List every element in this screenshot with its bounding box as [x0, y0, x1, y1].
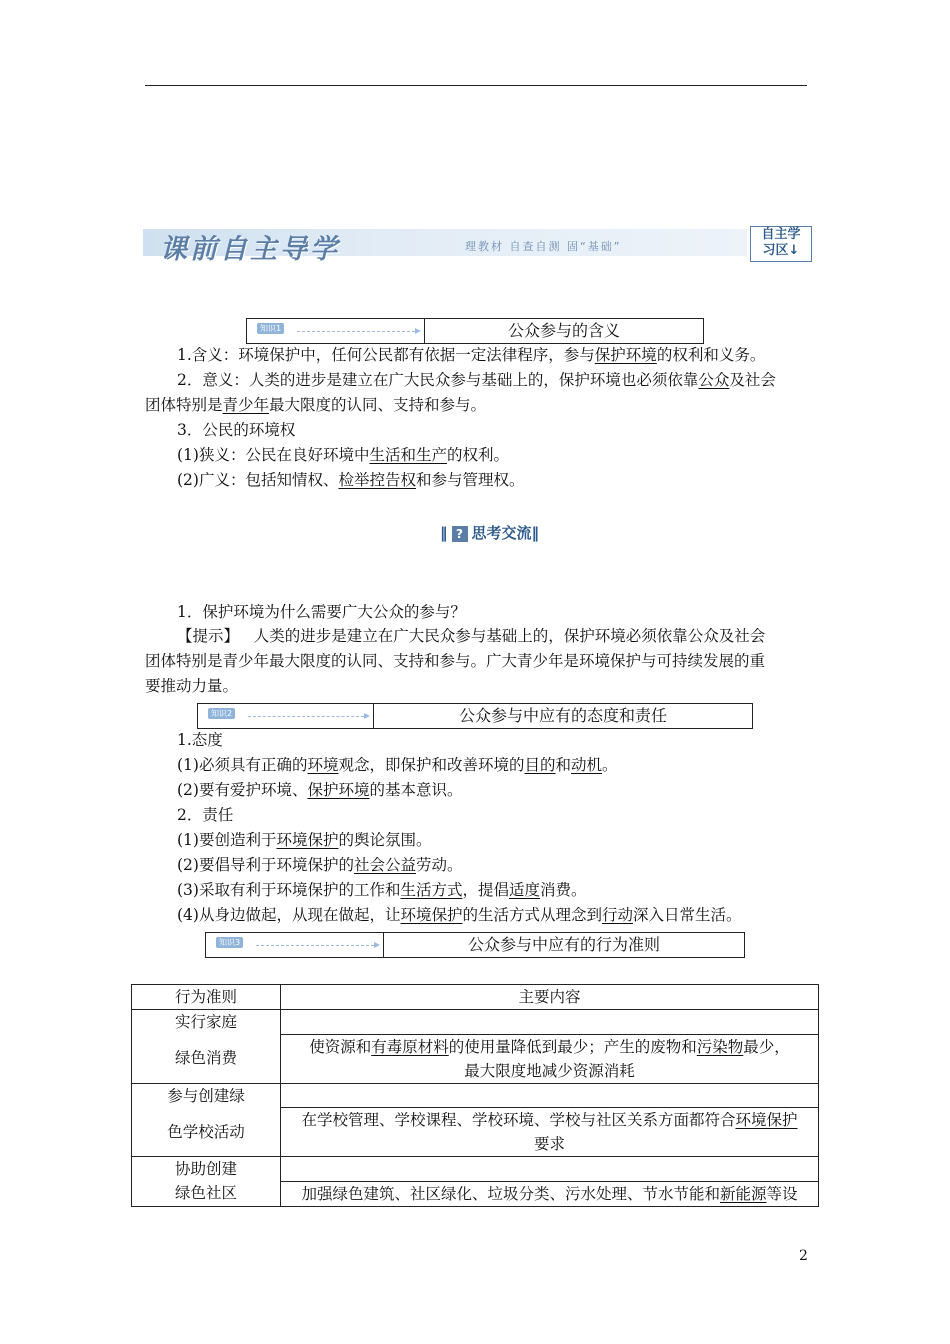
qa-question: 1．保护环境为什么需要广大公众的参与？: [177, 603, 466, 621]
s2-line4: 2．责任: [177, 806, 234, 824]
s2-line7: (3)采取有利于环境保护的工作和生活方式，提倡适度消费。: [177, 881, 587, 899]
section-header-2: [197, 703, 753, 727]
section-header-1: [246, 318, 704, 342]
table-cell: 参与创建绿: [132, 1083, 281, 1108]
qa-answer-line1: 【提示】 人类的进步是建立在广大民众参与基础上的，保护环境必须依靠公众及社会: [177, 627, 766, 645]
table-cell: 使资源和有毒原材料的使用量降低到最少；产生的废物和污染物最少， 最大限度地减少资源消耗: [281, 1034, 819, 1083]
table-header: 主要内容: [281, 985, 819, 1010]
s2-line5: (1)要创造利于环境保护的舆论氛围。: [177, 831, 432, 849]
table-row: [132, 1181, 819, 1206]
table-header-row: [132, 985, 819, 1010]
table-cell: 绿色社区: [132, 1181, 281, 1206]
table-row: [132, 1157, 819, 1182]
section-title: 公众参与中应有的态度和责任: [373, 703, 753, 729]
s2-line8: (4)从身边做起，从现在做起，让环境保护的生活方式从理念到行动深入日常生活。: [177, 906, 742, 924]
table-cell: [281, 1010, 819, 1035]
s1-line2: 2．意义：人类的进步是建立在广大民众参与基础上的，保护环境也必须依靠公众及社会: [177, 371, 776, 389]
table-row: [132, 1083, 819, 1108]
table-header: 行为准则: [132, 985, 281, 1010]
table-row: [132, 1034, 819, 1083]
arrow-icon: [297, 331, 415, 332]
s2-line3: (2)要有爱护环境、保护环境的基本意识。: [177, 781, 463, 799]
table-cell: 协助创建: [132, 1157, 281, 1182]
arrow-icon: [248, 716, 364, 717]
banner-subtitle: 理教材 自查自测 固“基础”: [465, 240, 622, 253]
badge-line1: 自主学: [761, 227, 801, 242]
header-rule: [145, 85, 807, 86]
conduct-table: [131, 984, 819, 1207]
page-number: 2: [799, 1248, 808, 1264]
self-study-badge: [750, 226, 812, 262]
s2-line1: 1.态度: [177, 731, 223, 749]
s1-line5: (1)狭义：公民在良好环境中生活和生产的权利。: [177, 446, 509, 464]
think-exchange-heading: ‖ ? 思考交流‖: [440, 524, 540, 542]
section-tag: 知识2: [208, 708, 235, 719]
s1-line1: 1.含义：环境保护中，任何公民都有依据一定法律程序，参与保护环境的权利和义务。: [177, 346, 766, 364]
section-header-3: [205, 932, 745, 956]
s2-line6: (2)要倡导利于环境保护的社会公益劳动。: [177, 856, 463, 874]
section-title: 公众参与的含义: [424, 318, 704, 344]
table-cell: 实行家庭: [132, 1010, 281, 1035]
section-title: 公众参与中应有的行为准则: [383, 932, 745, 958]
section-tag: 知识3: [216, 937, 243, 948]
section-tag: 知识1: [257, 323, 284, 334]
table-cell: [281, 1083, 819, 1108]
banner-title: 课前自主导学: [160, 234, 340, 265]
table-cell: [281, 1157, 819, 1182]
arrow-icon: [256, 945, 374, 946]
table-cell: 在学校管理、学校课程、学校环境、学校与社区关系方面都符合环境保护 要求: [281, 1108, 819, 1157]
table-row: [132, 1010, 819, 1035]
qa-answer-line2: 团体特别是青少年最大限度的认同、支持和参与。广大青少年是环境保护与可持续发展的重: [145, 652, 766, 670]
question-icon: ?: [452, 526, 468, 542]
s2-line2: (1)必须具有正确的环境观念，即保护和改善环境的目的和动机。: [177, 756, 618, 774]
table-cell: 绿色消费: [132, 1034, 281, 1083]
table-row: [132, 1108, 819, 1157]
badge-line2: 习区↓: [762, 243, 800, 258]
qa-answer-line3: 要推动力量。: [145, 677, 239, 695]
s1-line4: 3．公民的环境权: [177, 421, 296, 439]
table-cell: 加强绿色建筑、社区绿化、垃圾分类、污水处理、节水节能和新能源等设: [281, 1181, 819, 1206]
s1-line6: (2)广义：包括知情权、检举控告权和参与管理权。: [177, 471, 525, 489]
s1-line3: 团体特别是青少年最大限度的认同、支持和参与。: [145, 396, 487, 414]
table-cell: 色学校活动: [132, 1108, 281, 1157]
